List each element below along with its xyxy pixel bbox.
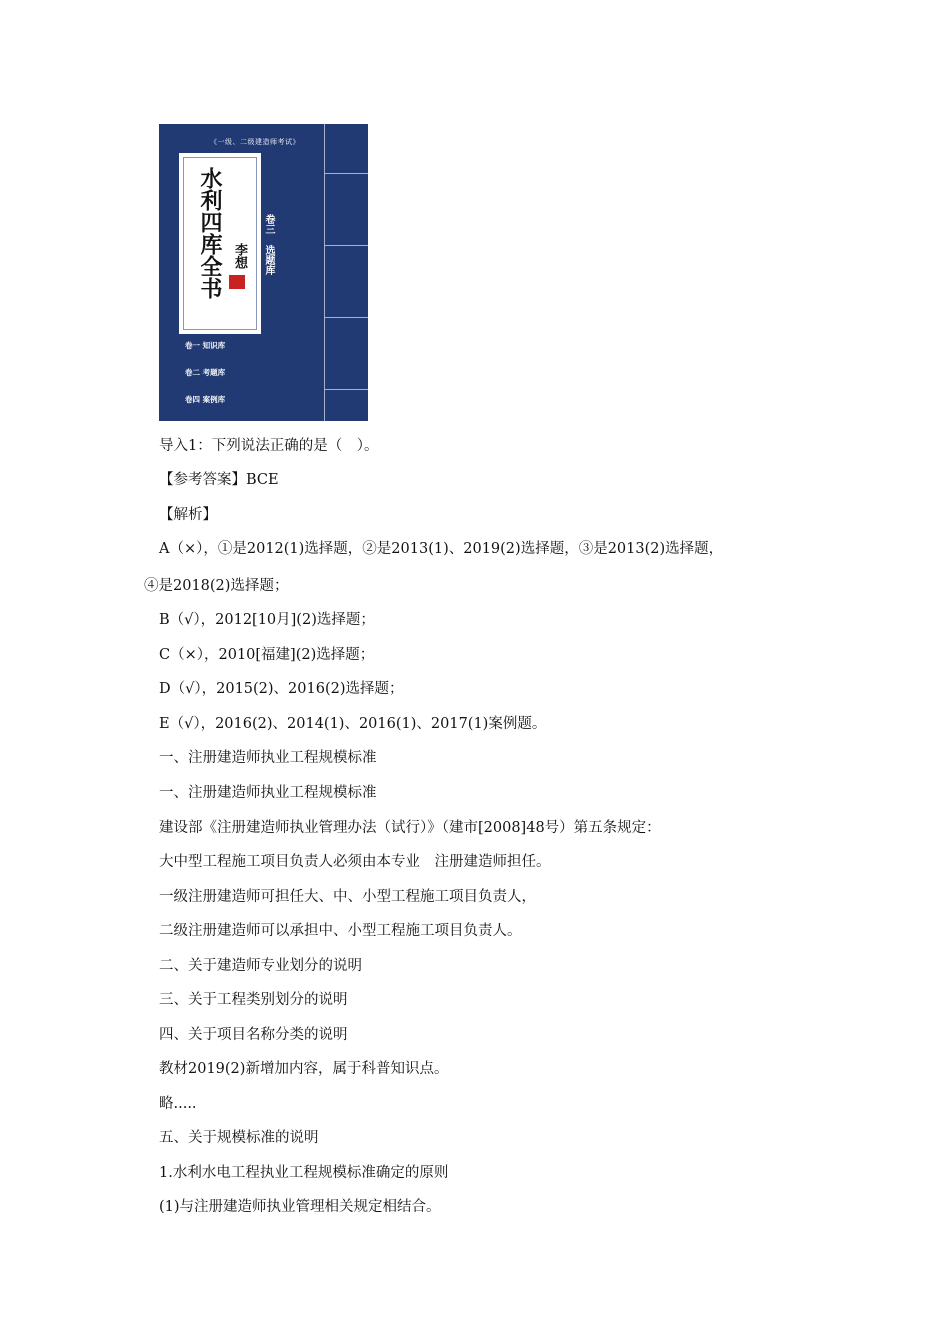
analysis-line: B（√），2012[10月](2)选择题； <box>159 612 375 628</box>
analysis-line: C（×），2010[福建](2)选择题； <box>159 647 375 663</box>
cover-volume-item: 卷二 考题库 <box>185 368 226 377</box>
paragraph-line: 大中型工程施工项目负责人必须由本专业 注册建造师担任。 <box>159 854 551 870</box>
paragraph-line: 建设部《注册建造师执业管理办法（试行）》（建市[2008]48号）第五条规定： <box>159 820 661 836</box>
cover-title: 水利四库全书 <box>197 167 223 299</box>
section-heading: 二、关于建造师专业划分的说明 <box>159 958 362 974</box>
section-heading: 一、注册建造师执业工程规模标准 <box>159 750 377 766</box>
section-heading: 一、注册建造师执业工程规模标准 <box>159 785 377 801</box>
reference-answer: 【参考答案】BCE <box>159 472 279 488</box>
subsection-heading: 1.水利水电工程执业工程规模标准确定的原则 <box>159 1165 449 1181</box>
paragraph-line: 二级注册建造师可以承担中、小型工程施工项目负责人。 <box>159 923 522 939</box>
paragraph-line: (1)与注册建造师执业管理相关规定相结合。 <box>159 1199 441 1215</box>
section-heading: 五、关于规模标准的说明 <box>159 1130 319 1146</box>
cover-author: 李想 <box>232 243 247 269</box>
analysis-heading: 【解析】 <box>159 507 217 523</box>
cover-volume-item: 卷四 案例库 <box>185 395 226 404</box>
cover-volume-three: 卷三 选题库 <box>263 214 274 275</box>
analysis-line: ④是2018(2)选择题； <box>144 578 289 594</box>
paragraph-line: 一级注册建造师可担任大、中、小型工程施工项目负责人， <box>159 889 536 905</box>
paragraph-line: 教材2019(2)新增加内容，属于科普知识点。 <box>159 1061 449 1077</box>
cover-volume-item: 卷一 知识库 <box>185 341 226 350</box>
question-intro: 导入1：下列说法正确的是（ ）。 <box>159 438 379 454</box>
analysis-line: A（×），①是2012(1)选择题，②是2013(1)、2019(2)选择题，③是2013(2)选择题， <box>159 541 724 557</box>
paragraph-line: 略..... <box>159 1096 197 1112</box>
analysis-line: D（√），2015(2)、2016(2)选择题； <box>159 681 404 697</box>
section-heading: 四、关于项目名称分类的说明 <box>159 1027 348 1043</box>
section-heading: 三、关于工程类别划分的说明 <box>159 992 348 1008</box>
cover-subtitle: 《一级、二级建造师考试》 <box>210 138 300 146</box>
analysis-line: E（√），2016(2)、2014(1)、2016(1)、2017(1)案例题。 <box>159 716 547 732</box>
